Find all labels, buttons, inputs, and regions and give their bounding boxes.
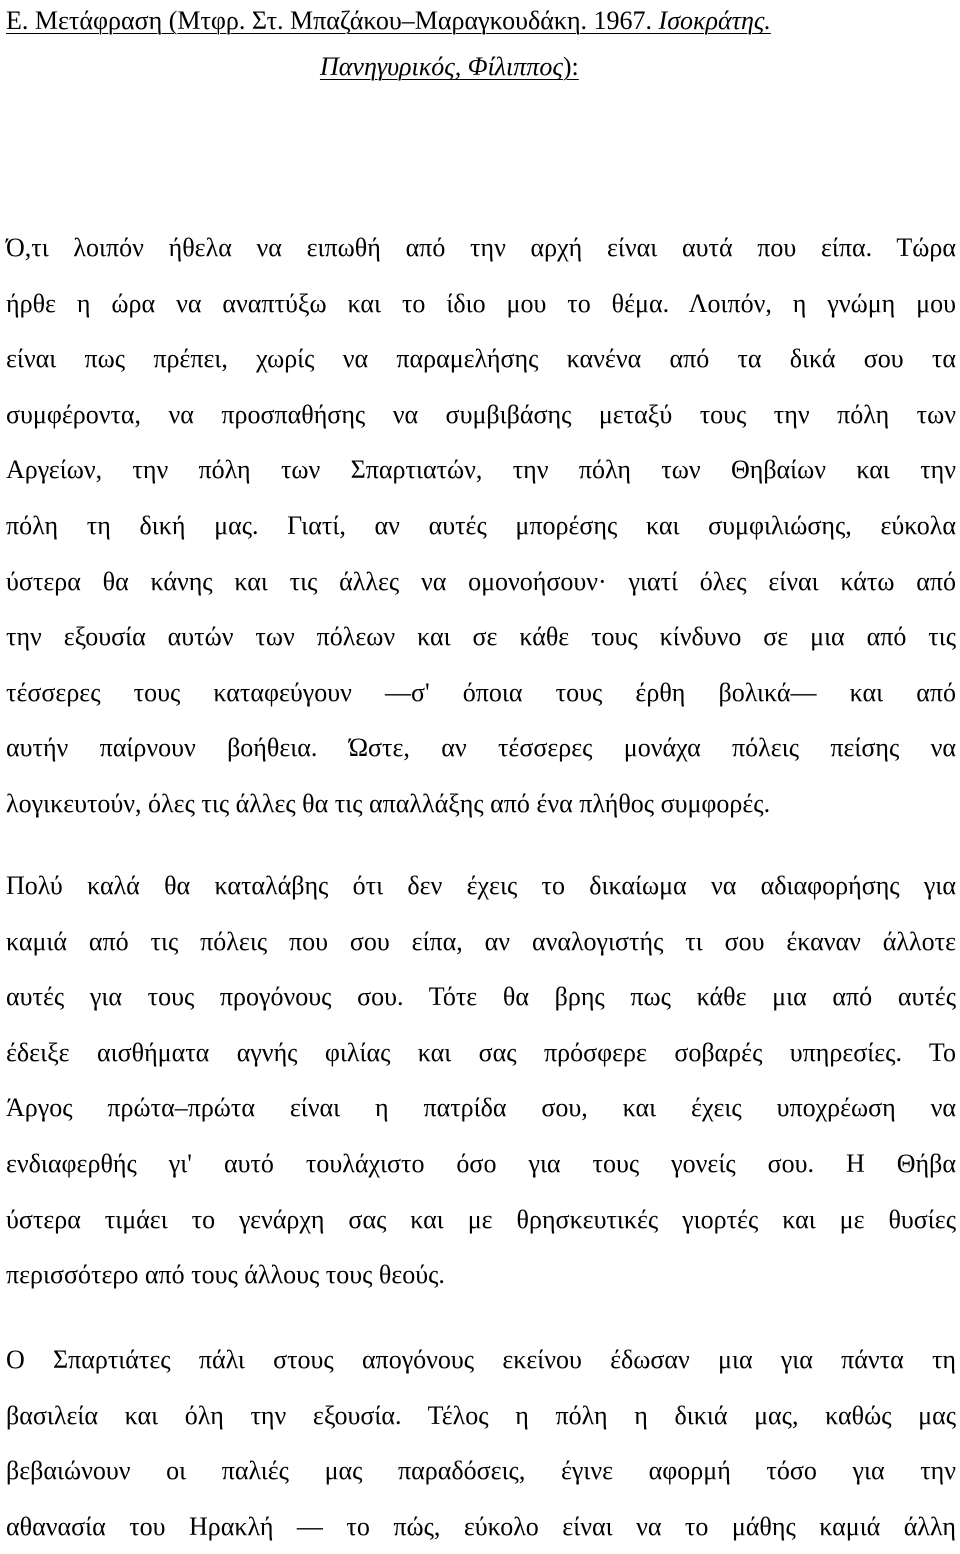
document-page [6,0,956,1541]
paragraph-line: ύστερα θα κάνης και τις άλλες να ομονοήσουν· γιατί όλες είναι κάτω από [6,566,956,596]
paragraph-line: συμφέροντα, να προσπαθήσης να συμβιβάσης μεταξύ τους την πόλη των [6,399,956,429]
heading-line-2 [6,52,956,110]
paragraph-line: αυτήν παίρνουν βοήθεια. Ώστε, αν τέσσερες μονάχα πόλεις πείσης να [6,733,956,763]
paragraph-line: λογικευτούν, όλες τις άλλες θα τις απαλλάξης από ένα πλήθος συμφορές. [6,788,771,818]
paragraph-line: πόλη τη δική μας. Γιατί, αν αυτές μπορέσης και συμφιλιώσης, εύκολα [6,510,956,540]
paragraph-2 [6,858,956,1303]
paragraph-line: Πολύ καλά θα καταλάβης ότι δεν έχεις το δικαίωμα να αδιαφορήσης για [6,871,956,900]
heading-line-1 [6,0,956,55]
paragraph-1 [6,220,956,832]
paragraph-line: καμιά από τις πόλεις που σου είπα, αν αναλογιστής τι σου έκαναν άλλοτε [6,926,956,956]
paragraph-line: βασιλεία και όλη την εξουσία. Τέλος η πόλη η δικιά μας, καθώς μας [6,1400,956,1430]
paragraph-line: αθανασία του Ηρακλή — το πώς, εύκολο είναι να το μάθης καμιά άλλη [6,1511,956,1541]
document-heading [6,0,956,110]
paragraph-3 [6,1332,956,1554]
paragraph-line: ενδιαφερθής γι' αυτό τουλάχιστο όσο για τους γονείς σου. Η Θήβα [6,1148,956,1178]
paragraph-line: τέσσερες τους καταφεύγουν —σ' όποια τους έρθη βολικά— και από [6,677,956,707]
paragraph-line: Ό,τι λοιπόν ήθελα να ειπωθή από την αρχή είναι αυτά που είπα. Τώρα [6,233,956,262]
paragraph-line: ήρθε η ώρα να αναπτύξω και το ίδιο μου το θέμα. Λοιπόν, η γνώμη μου [6,288,956,318]
paragraph-line: είναι πως πρέπει, χωρίς να παραμελήσης κανένα από τα δικά σου τα [6,344,956,374]
heading-prefix: Ε. Μετάφραση (Μτφρ. Στ. Μπαζάκου–Μαραγκουδάκη. 1967. [6,6,659,35]
paragraph-line: ύστερα τιμάει το γενάρχη σας και με θρησκευτικές γιορτές και με θυσίες [6,1204,956,1234]
paragraph-line: Άργος πρώτα–πρώτα είναι η πατρίδα σου, και έχεις υποχρέωση να [6,1093,956,1123]
paragraph-line: έδειξε αισθήματα αγνής φιλίας και σας πρόσφερε σοβαρές υπηρεσίες. Το [6,1037,956,1067]
heading-works: Πανηγυρικός, Φίλιππος [320,52,563,81]
paragraph-line: Ο Σπαρτιάτες πάλι στους απογόνους εκείνου έδωσαν μια για πάντα τη [6,1345,956,1374]
paragraph-line: αυτές για τους προγόνους σου. Τότε θα βρης πως κάθε μια από αυτές [6,982,956,1012]
heading-suffix: ): [562,52,579,81]
paragraph-line: την εξουσία αυτών των πόλεων και σε κάθε τους κίνδυνο σε μια από τις [6,622,956,652]
heading-author: Ισοκράτης. [658,6,771,35]
paragraph-line: Αργείων, την πόλη των Σπαρτιατών, την πόλη των Θηβαίων και την [6,455,956,485]
paragraph-line: περισσότερο από τους άλλους τους θεούς. [6,1260,445,1290]
paragraph-line: βεβαιώνουν οι παλιές μας παραδόσεις, έγινε αφορμή τόσο για την [6,1456,956,1486]
